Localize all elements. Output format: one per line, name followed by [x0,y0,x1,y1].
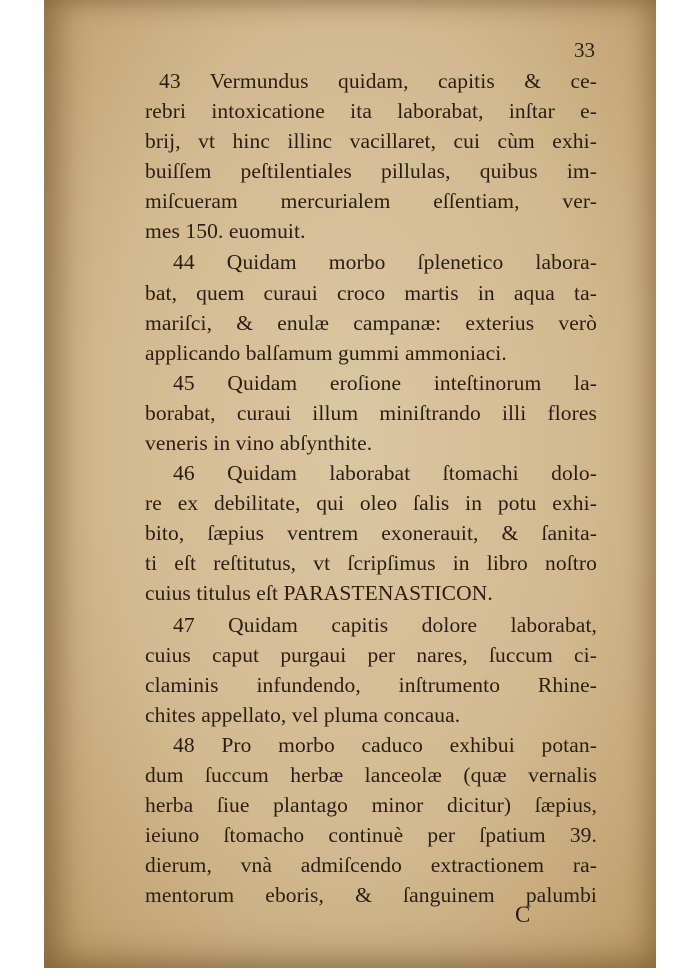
text-line: 46 Quidam laborabat ſtomachi dolo- [173,461,597,485]
text-line: chites appellato, vel pluma concaua. [145,703,461,727]
text-line: 47 Quidam capitis dolore laborabat, [173,613,597,637]
text-line: cuius caput purgaui per nares, ſuccum ci- [145,643,597,667]
text-line: 45 Quidam eroſione inteſtinorum la- [173,371,597,395]
text-line: miſcueram mercurialem eſſentiam, ver- [145,189,597,213]
text-line: 48 Pro morbo caduco exhibui potan- [173,733,597,757]
text-line: borabat, curaui illum miniſtrando illi flores [145,401,597,425]
text-line: herba ſiue plantago minor dicitur) ſæpius, [145,793,597,817]
text-line: mariſci, & enulæ campanæ: exterius verò [145,311,597,335]
text-line: brij, vt hinc illinc vacillaret, cui cùm exhi- [145,129,597,153]
text-line: ieiuno ſtomacho continuè per ſpatium 39. [145,823,597,847]
text-line: buiſſem peſtilentiales pillulas, quibus im- [145,159,597,183]
text-line: mes 150. euomuit. [145,219,306,243]
text-line: dum ſuccum herbæ lanceolæ (quæ vernalis [145,763,597,787]
text-line: ti eſt reſtitutus, vt ſcripſimus in libro noſtro [145,551,597,575]
text-line: 43 Vermundus quidam, capitis & ce- [159,69,597,93]
text-line: re ex debilitate, qui oleo ſalis in potu exhi- [145,491,597,515]
signature-mark: C [515,902,531,927]
page-number: 33 [574,38,595,62]
book-page [44,0,656,968]
text-line: bito, ſæpius ventrem exonerauit, & ſanita- [145,521,597,545]
text-line: mentorum eboris, & ſanguinem palumbi [145,883,597,907]
text-line: dierum, vnà admiſcendo extractionem ra- [145,853,597,877]
text-line: cuius titulus eſt PARASTENASTICON. [145,581,493,605]
text-line: rebri intoxicatione ita laborabat, inſtar e- [145,99,597,123]
text-line: 44 Quidam morbo ſplenetico labora- [173,250,597,274]
text-line: bat, quem curaui croco martis in aqua ta- [145,281,597,305]
text-line: applicando balſamum gummi ammoniaci. [145,341,507,365]
text-line: veneris in vino abſynthite. [145,431,373,455]
text-line: claminis infundendo, inſtrumento Rhine- [145,673,597,697]
